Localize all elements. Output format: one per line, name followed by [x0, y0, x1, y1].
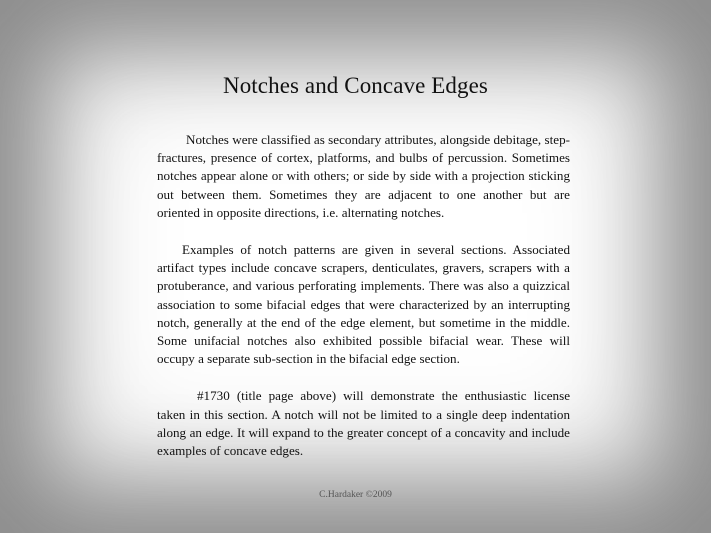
slide-body	[157, 131, 570, 460]
paragraph-concave-edges: #1730 (title page above) will demonstrate the enthusiastic license taken in this section. A notch will not be limited to a single deep indentation along an edge. It will expand to the greater concept of a concavity and include examples of concave edges.	[157, 388, 570, 459]
copyright-footer: C.Hardaker ©2009	[319, 490, 392, 500]
slide-title: Notches and Concave Edges	[222, 73, 488, 98]
paragraph-notch-classification: Notches were classified as secondary attributes, alongside debitage, step-fractures, presence of cortex, platforms, and bulbs of percussion. Sometimes notches appear alone or with others; or side by side with a projection sticking out between them. Sometimes they are adjacent to one another but are oriented in opposite directions, i.e. alternating notches.	[157, 132, 570, 220]
paragraph-notch-patterns: Examples of notch patterns are given in several sections. Associated artifact types include concave scrapers, denticulates, gravers, scrapers with a protuberance, and various perforating implements. There was also a quizzical association to some bifacial edges that were characterized by an interrupting notch, generally at the end of the edge element, but sometime in the middle. Some unifacial notches also exhibited possible bifacial wear. These will occupy a separate sub-section in the bifacial edge section.	[157, 242, 570, 367]
